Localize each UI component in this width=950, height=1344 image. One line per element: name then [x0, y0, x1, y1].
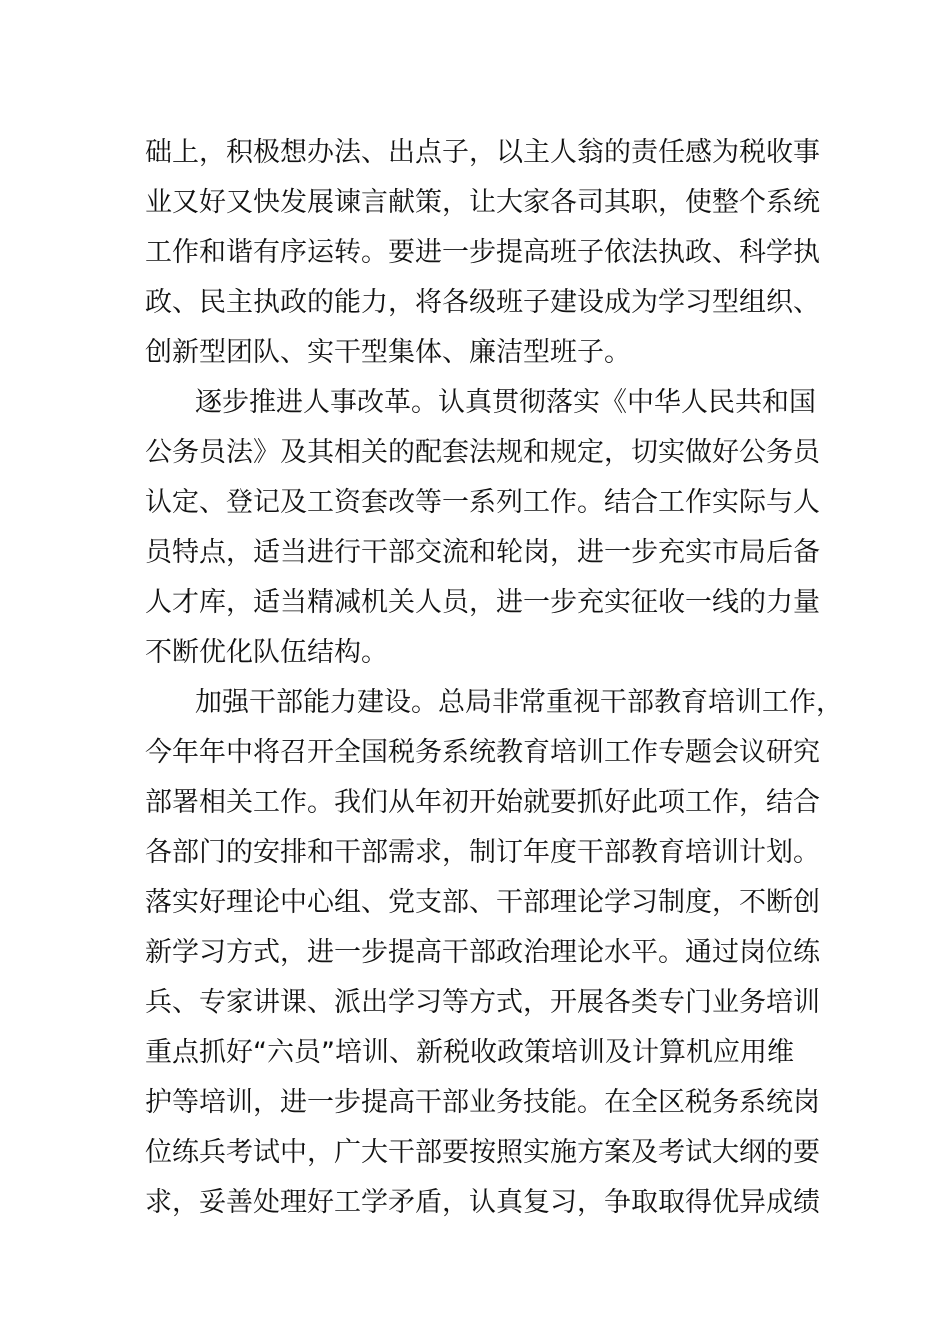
text-line: 不断优化队伍结构。: [145, 637, 388, 668]
text-line: 部署相关工作。我们从年初开始就要抓好此项工作，结合: [145, 787, 820, 818]
document-body: [145, 128, 843, 1228]
text-line: 新学习方式，进一步提高干部政治理论水平。通过岗位练: [145, 937, 820, 968]
text-line: 位练兵考试中，广大干部要按照实施方案及考试大纲的要: [145, 1137, 820, 1168]
text-line: 础上，积极想办法、出点子，以主人翁的责任感为税收事: [145, 137, 820, 168]
text-line: 重点抓好“六员”培训、新税收政策培训及计算机应用维: [145, 1037, 794, 1068]
text-line: 创新型团队、实干型集体、廉洁型班子。: [145, 337, 631, 368]
paragraph-first-line: 加强干部能力建设。总局非常重视干部教育培训工作，: [195, 687, 843, 718]
paragraph-first-line: 逐步推进人事改革。认真贯彻落实《中华人民共和国: [195, 387, 816, 418]
text-line: 求，妥善处理好工学矛盾，认真复习，争取取得优异成绩: [145, 1187, 820, 1218]
text-line: 兵、专家讲课、派出学习等方式，开展各类专门业务培训: [145, 987, 820, 1018]
text-line: 公务员法》及其相关的配套法规和规定，切实做好公务员: [145, 437, 820, 468]
text-line: 业又好又快发展谏言献策，让大家各司其职，使整个系统: [145, 187, 820, 218]
text-line: 认定、登记及工资套改等一系列工作。结合工作实际与人: [145, 487, 820, 518]
text-line: 今年年中将召开全国税务系统教育培训工作专题会议研究: [145, 737, 820, 768]
text-line: 落实好理论中心组、党支部、干部理论学习制度，不断创: [145, 887, 820, 918]
text-line: 员特点，适当进行干部交流和轮岗，进一步充实市局后备: [145, 537, 820, 568]
text-line: 政、民主执政的能力，将各级班子建设成为学习型组织、: [145, 287, 820, 318]
text-line: 各部门的安排和干部需求，制订年度干部教育培训计划。: [145, 837, 820, 868]
text-line: 工作和谐有序运转。要进一步提高班子依法执政、科学执: [145, 237, 820, 268]
text-line: 护等培训，进一步提高干部业务技能。在全区税务系统岗: [145, 1087, 820, 1118]
text-line: 人才库，适当精减机关人员，进一步充实征收一线的力量: [145, 587, 820, 618]
